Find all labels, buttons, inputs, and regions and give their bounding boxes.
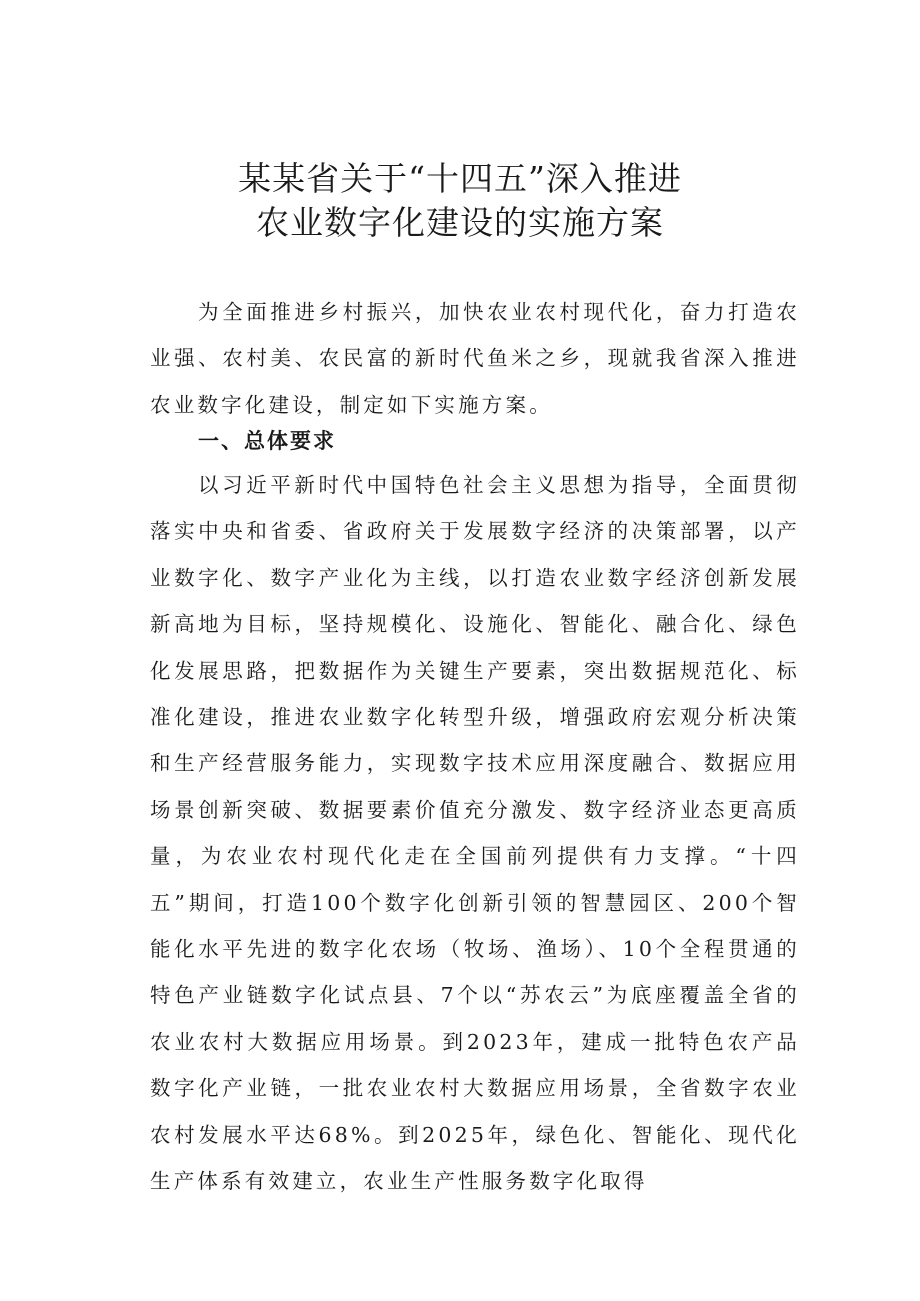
intro-paragraph: 为全面推进乡村振兴，加快农业农村现代化，奋力打造农业强、农村美、农民富的新时代鱼米之乡，现就我省深入推进农业数字化建设，制定如下实施方案。 [150, 300, 800, 417]
section-paragraph-general-requirements: 以习近平新时代中国特色社会主义思想为指导，全面贯彻落实中央和省委、省政府关于发展数字经济的决策部署，以产业数字化、数字产业化为主线，以打造农业数字经济创新发展新高地为目标，坚持规模化、设施化、智能化、融合化、绿色化发展思路，把数据作为关键生产要素，突出数据规范化、标准化建设，推进农业数字化转型升级，增强政府宏观分析决策和生产经营服务能力，实现数字技术应用深度融合、数据应用场景创新突破、数据要素价值充分激发、数字经济业态更高质量，为农业农村现代化走在全国前列提供有力支撑。“十四五”期间，打造100个数字化创新引领的智慧园区、200个智能化水平先进的数字化农场（牧场、渔场）、10个全程贯通的特色产业链数字化试点县、7个以“苏农云”为底座覆盖全省的农业农村大数据应用场景。到2023年，建成一批特色农产品数字化产业链，一批农业农村大数据应用场景，全省数字农业农村发展水平达68%。到2025年，绿色化、智能化、现代化生产体系有效建立，农业生产性服务数字化取得 [150, 473, 800, 1194]
section-heading-general-requirements: 一、总体要求 [198, 429, 336, 453]
document-title-line1: 某某省关于“十四五”深入推进 [238, 159, 682, 198]
document-title-line2: 农业数字化建设的实施方案 [256, 203, 664, 242]
